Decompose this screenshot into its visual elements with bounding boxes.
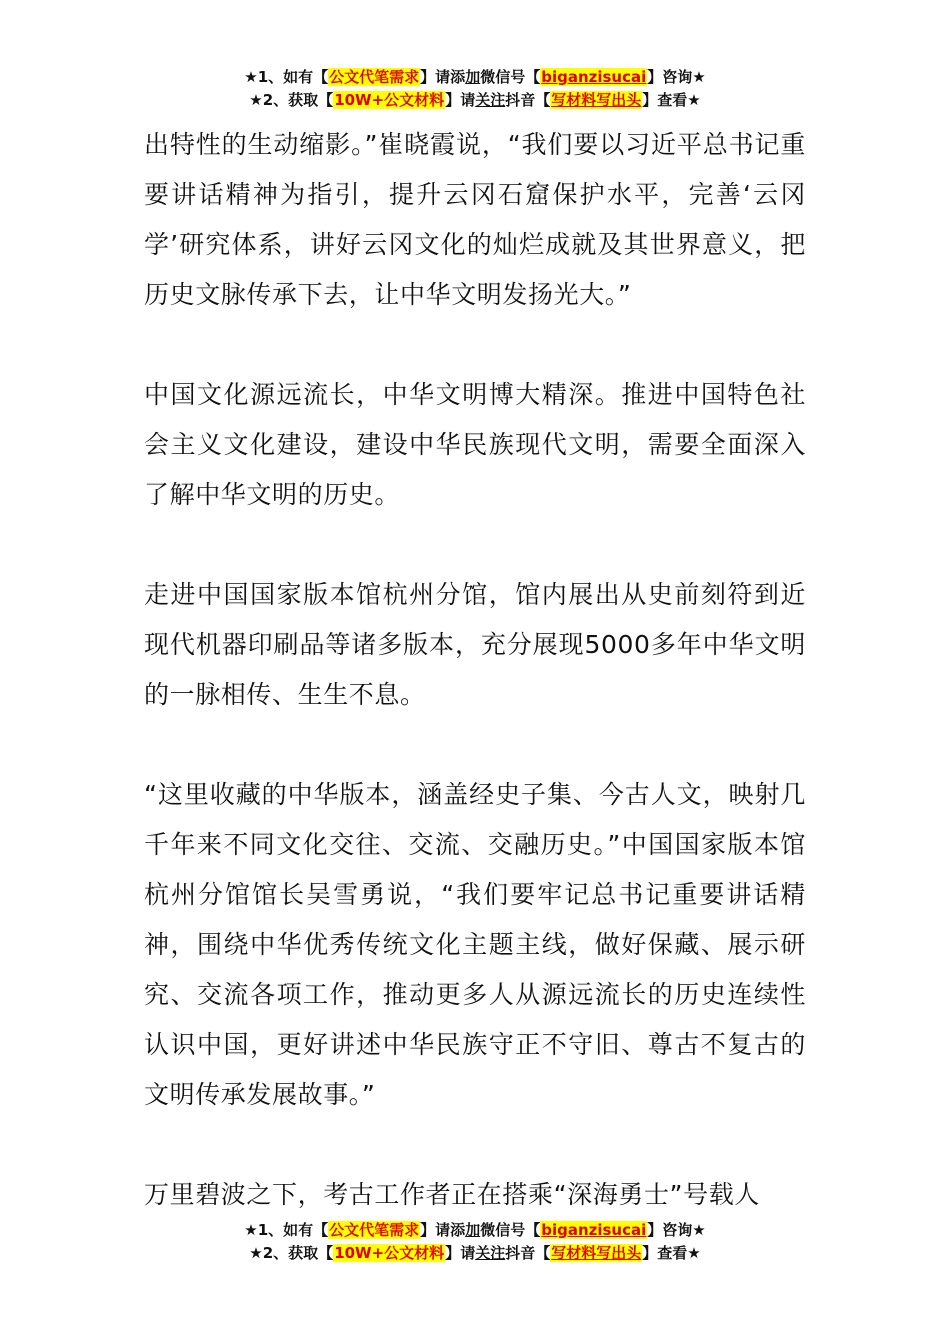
paragraph: 中国文化源远流长，中华文明博大精深。推进中国特色社会主义文化建设，建设中华民族现代文明，需要全面深入了解中华文明的历史。 bbox=[144, 380, 806, 509]
banner-emphasis: 加 bbox=[465, 1221, 481, 1239]
paragraph: 出特性的生动缩影。”崔晓霞说，“我们要以习近平总书记重要讲话精神为指引，提升云冈石窟保护水平，完善‘云冈学’研究体系，讲好云冈文化的灿烂成就及其世界意义，把历史文脉传承下去，让中华文明发扬光大。” bbox=[144, 130, 806, 309]
banner-text: 】查看★ bbox=[642, 1244, 701, 1262]
highlight-materials: 10W+公文材料 bbox=[334, 1244, 445, 1262]
banner-text: 】请 bbox=[445, 91, 476, 109]
highlight-wechat-id: biganzisucai bbox=[541, 68, 647, 86]
banner-text: 】请添 bbox=[420, 1221, 466, 1239]
banner-emphasis: 关注 bbox=[475, 1244, 506, 1262]
banner-line-1 bbox=[0, 66, 950, 89]
paragraph: 万里碧波之下，考古工作者正在搭乘“深海勇士”号载人 bbox=[144, 1180, 760, 1209]
banner-text: 】咨询★ bbox=[647, 68, 706, 86]
highlight-douyin-id: 写材料写出头 bbox=[551, 91, 642, 109]
paragraph: 走进中国国家版本馆杭州分馆，馆内展出从史前刻符到近现代机器印刷品等诸多版本，充分展现5000多年中华文明的一脉相传、生生不息。 bbox=[144, 580, 806, 709]
banner-text: 微信号【 bbox=[480, 68, 541, 86]
banner-text: 】请添 bbox=[420, 68, 466, 86]
banner-line-1 bbox=[0, 1219, 950, 1242]
banner-text: 】咨询★ bbox=[647, 1221, 706, 1239]
footer-banner bbox=[0, 1219, 950, 1265]
banner-text: 】查看★ bbox=[642, 91, 701, 109]
banner-line-2 bbox=[0, 89, 950, 112]
highlight-service: 公文代笔需求 bbox=[329, 1221, 420, 1239]
document-body bbox=[144, 120, 806, 1220]
highlight-service: 公文代笔需求 bbox=[329, 68, 420, 86]
banner-emphasis: 关注 bbox=[475, 91, 506, 109]
banner-text: ★1、如有【 bbox=[244, 1221, 329, 1239]
banner-text: 】请 bbox=[445, 1244, 476, 1262]
banner-text: ★2、获取【 bbox=[249, 91, 334, 109]
header-banner bbox=[0, 66, 950, 112]
highlight-douyin-id: 写材料写出头 bbox=[551, 1244, 642, 1262]
banner-text: 抖音【 bbox=[505, 1244, 551, 1262]
paragraph: “这里收藏的中华版本，涵盖经史子集、今古人文，映射几千年来不同文化交往、交流、交融历史。”中国国家版本馆杭州分馆馆长吴雪勇说，“我们要牢记总书记重要讲话精神，围绕中华优秀传统文化主题主线，做好保藏、展示研究、交流各项工作，推动更多人从源远流长的历史连续性认识中国，更好讲述中华民族守正不守旧、尊古不复古的文明传承发展故事。” bbox=[144, 780, 806, 1109]
banner-emphasis: 加 bbox=[465, 68, 481, 86]
banner-line-2 bbox=[0, 1242, 950, 1265]
highlight-wechat-id: biganzisucai bbox=[541, 1221, 647, 1239]
highlight-materials: 10W+公文材料 bbox=[334, 91, 445, 109]
banner-text: 微信号【 bbox=[480, 1221, 541, 1239]
banner-text: ★1、如有【 bbox=[244, 68, 329, 86]
banner-text: 抖音【 bbox=[505, 91, 551, 109]
banner-text: ★2、获取【 bbox=[249, 1244, 334, 1262]
